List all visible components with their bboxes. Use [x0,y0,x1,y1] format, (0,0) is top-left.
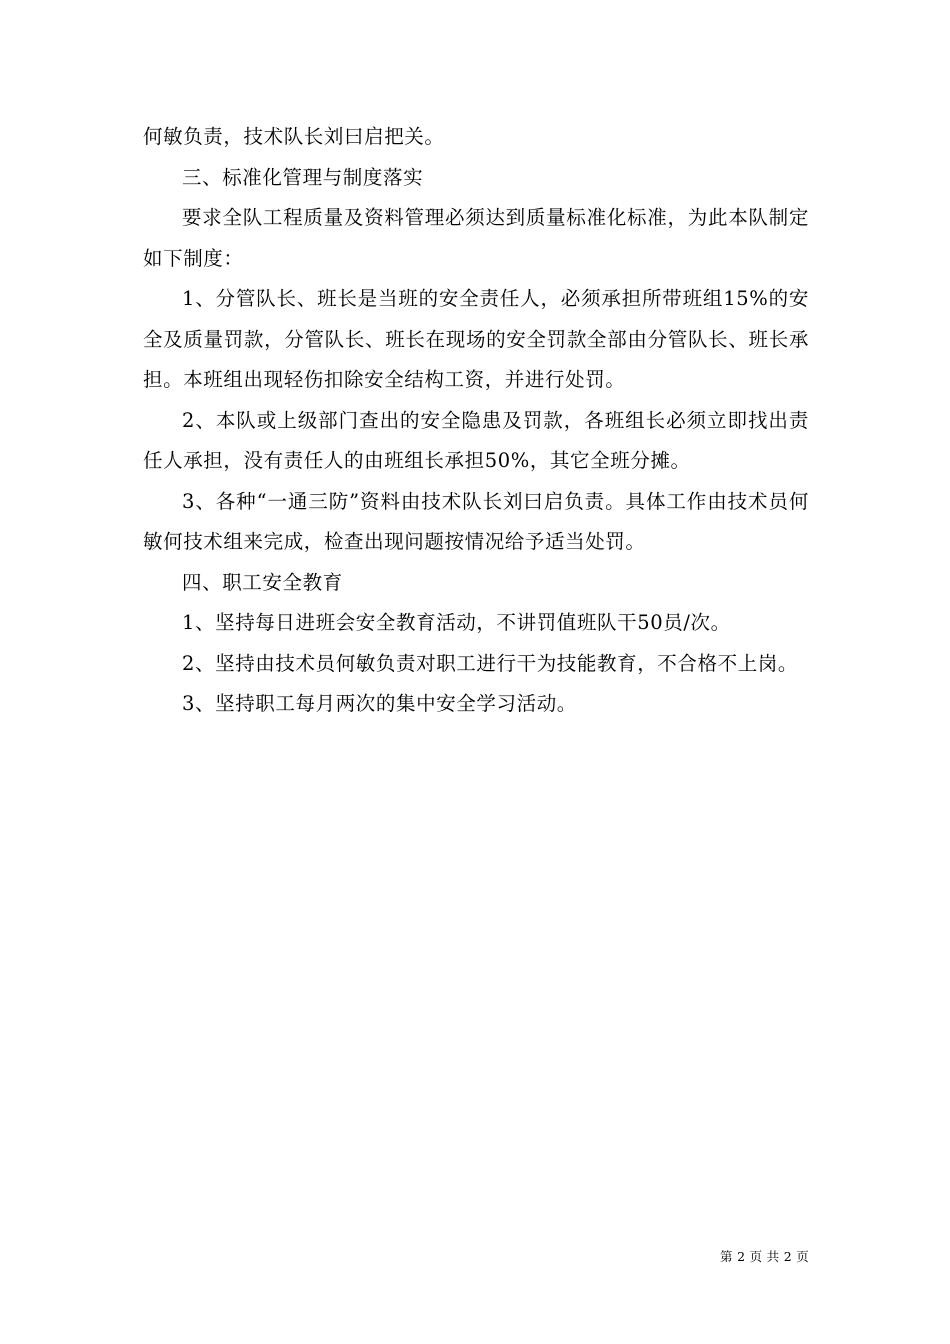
document-body [143,117,809,725]
rule-item-1: 1、分管队长、班长是当班的安全责任人，必须承担所带班组15%的安全及质量罚款，分管队长、班长在现场的安全罚款全部由分管队长、班长承担。本班组出现轻伤扣除安全结构工资，并进行处罚。 [143,287,809,391]
section-heading-education: 四、职工安全教育 [182,570,343,594]
education-item-1: 1、坚持每日进班会安全教育活动，不讲罚值班队干50员/次。 [182,611,731,634]
section-heading-standardization: 三、标准化管理与制度落实 [182,165,424,189]
paragraph-continuation: 何敏负责，技术队长刘曰启把关。 [143,125,445,148]
paragraph-requirement: 要求全队工程质量及资料管理必须达到质量标准化标准，为此本队制定如下制度： [143,206,809,270]
page-number-footer: 第 2 页 共 2 页 [720,1249,810,1264]
education-item-2: 2、坚持由技术员何敏负责对职工进行干为技能教育，不合格不上岗。 [182,651,799,675]
rule-item-3: 3、各种“一通三防”资料由技术队长刘曰启负责。具体工作由技术员何敏何技术组来完成，检查出现问题按情况给予适当处罚。 [143,489,809,553]
education-item-3: 3、坚持职工每月两次的集中安全学习活动。 [182,692,577,715]
rule-item-2: 2、本队或上级部门查出的安全隐患及罚款，各班组长必须立即找出责任人承担，没有责任人的由班组长承担50%，其它全班分摊。 [143,408,809,472]
